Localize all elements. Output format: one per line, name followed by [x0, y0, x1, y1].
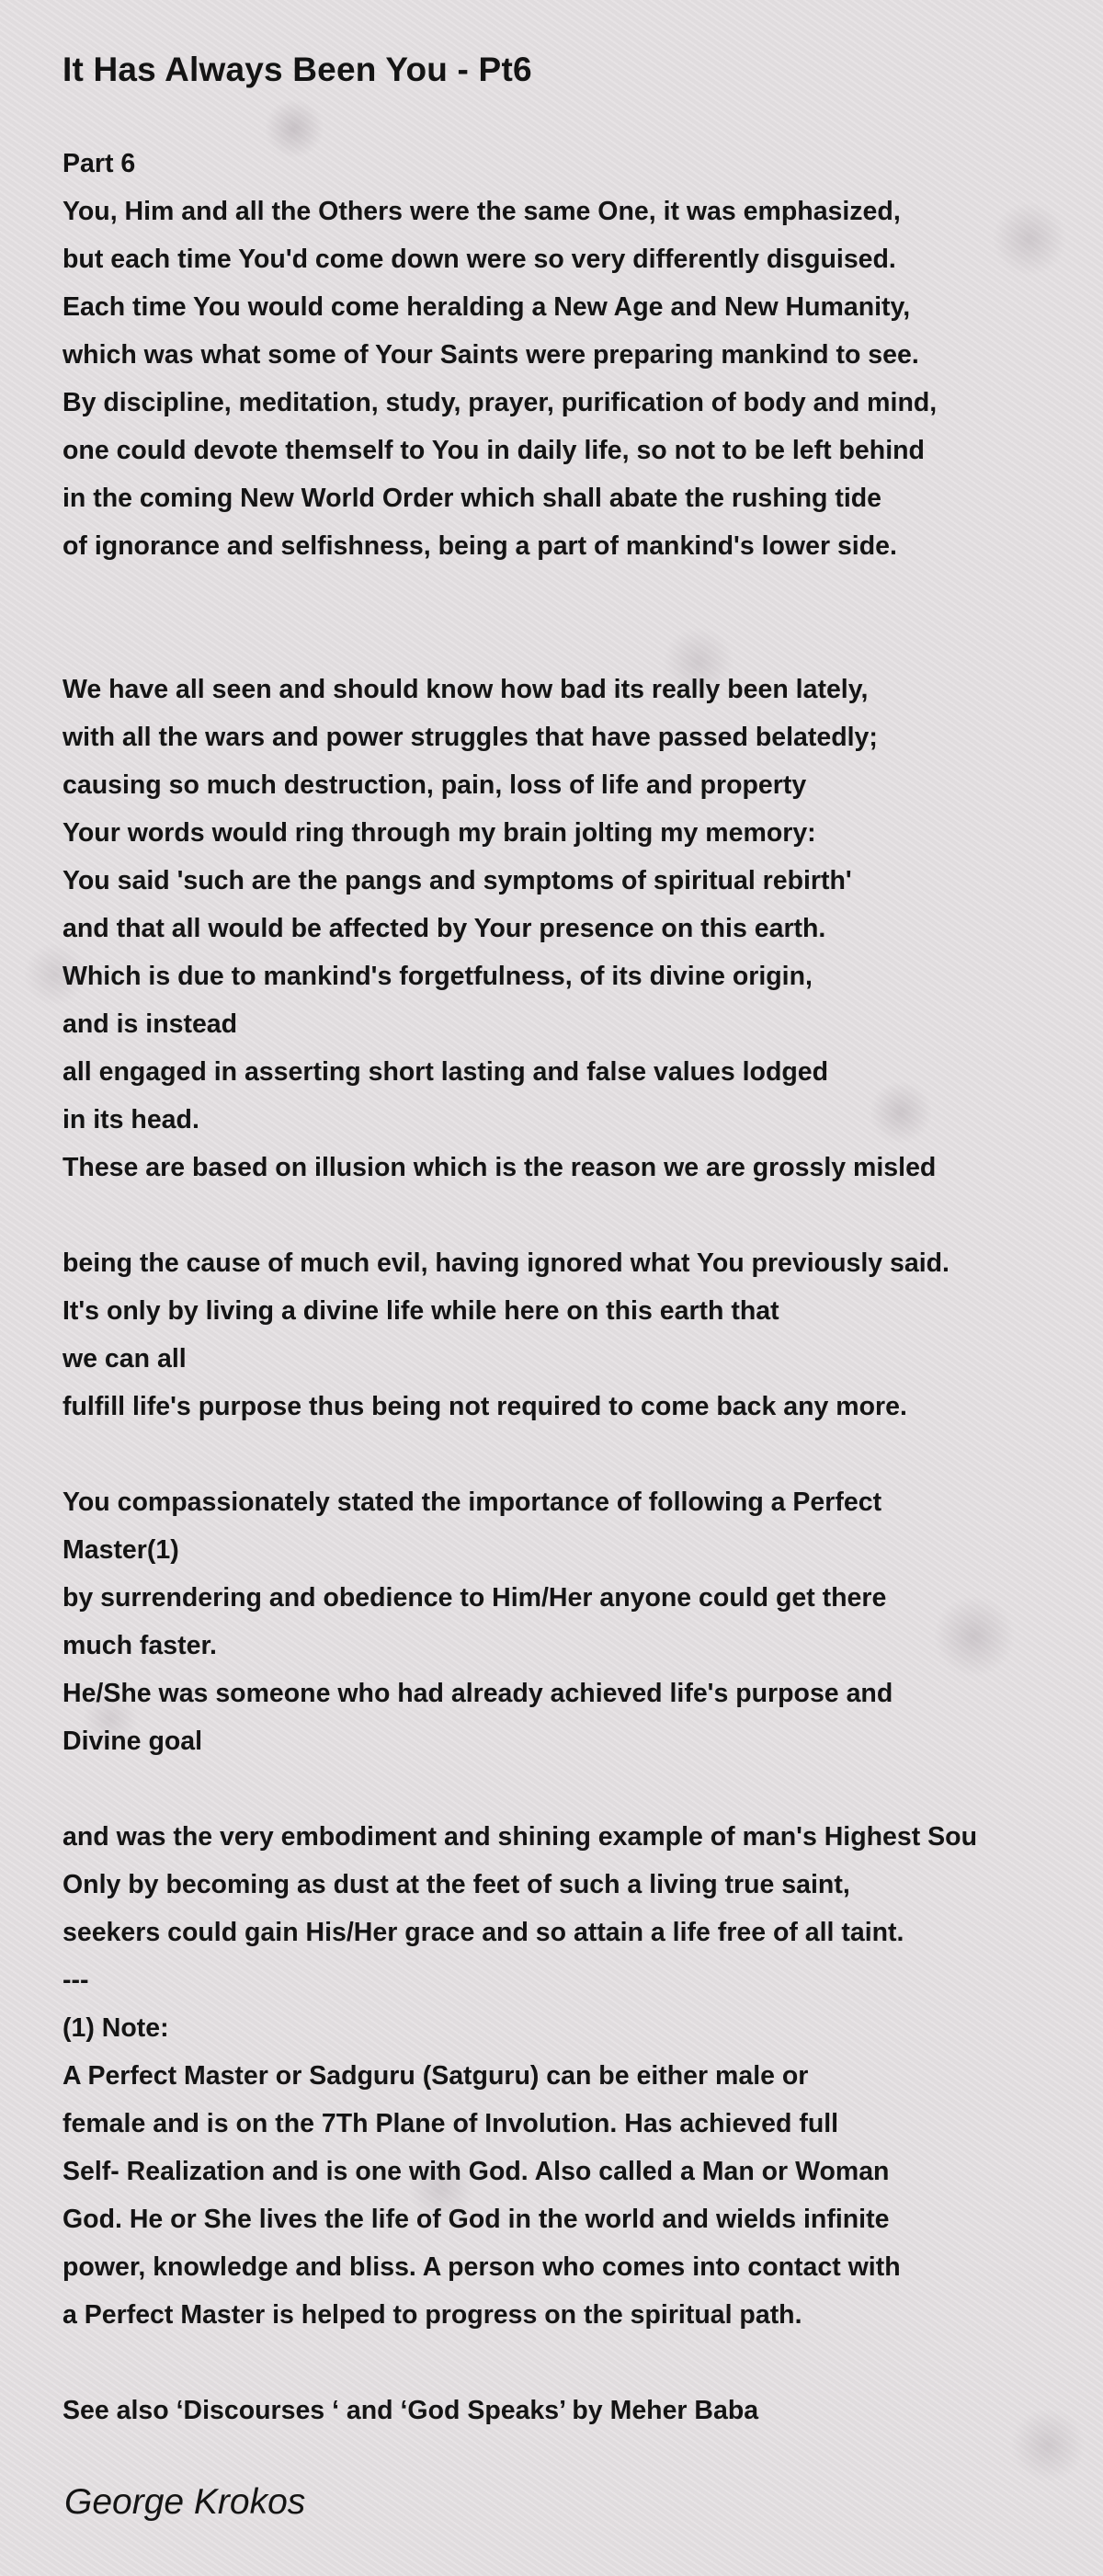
poem-line: in the coming New World Order which shall abate the rushing tide	[63, 484, 882, 513]
poem-title: It Has Always Been You - Pt6	[63, 51, 532, 88]
poem-line: one could devote themself to You in daily life, so not to be left behind	[63, 436, 925, 465]
poem-line: causing so much destruction, pain, loss of life and property	[63, 770, 807, 800]
poem-line: You said 'such are the pangs and symptoms of spiritual rebirth'	[63, 866, 852, 895]
poem-line: being the cause of much evil, having ignored what You previously said.	[63, 1248, 949, 1278]
poem-blank-line	[63, 1430, 1103, 1478]
poem-blank-line	[63, 1191, 1103, 1239]
poem-line: much faster.	[63, 1631, 217, 1660]
poem-line: and was the very embodiment and shining example of man's Highest Sou	[63, 1822, 977, 1852]
poem-line: You, Him and all the Others were the same One, it was emphasized,	[63, 197, 901, 226]
poem-line: Your words would ring through my brain jolting my memory:	[63, 818, 816, 848]
poem-line: Only by becoming as dust at the feet of such a living true saint,	[63, 1870, 850, 1899]
poem-blank-line	[63, 2339, 1103, 2387]
poem-line: (1) Note:	[63, 2013, 169, 2043]
poem-blank-line	[63, 618, 1103, 666]
poem-line: Which is due to mankind's forgetfulness, of its divine origin,	[63, 962, 813, 991]
poem-line: we can all	[63, 1344, 187, 1373]
poem-line: all engaged in asserting short lasting and false values lodged	[63, 1057, 829, 1087]
poem-blank-line	[63, 1765, 1103, 1813]
poem-line: fulfill life's purpose thus being not required to come back any more.	[63, 1392, 907, 1421]
poem-line: God. He or She lives the life of God in the world and wields infinite	[63, 2205, 890, 2234]
poem-line: See also ‘Discourses ‘ and ‘God Speaks’ by Meher Baba	[63, 2396, 759, 2425]
poem-line: You compassionately stated the importance of following a Perfect	[63, 1487, 882, 1517]
poem-line: a Perfect Master is helped to progress on the spiritual path.	[63, 2300, 802, 2330]
poem-body	[63, 140, 1103, 2434]
poem-line: of ignorance and selfishness, being a part of mankind's lower side.	[63, 531, 897, 561]
poem-line: A Perfect Master or Sadguru (Satguru) can be either male or	[63, 2061, 809, 2091]
poem-line: by surrendering and obedience to Him/Her anyone could get there	[63, 1583, 887, 1613]
poem-author: George Krokos	[64, 2482, 306, 2522]
poem-line: female and is on the 7Th Plane of Involution. Has achieved full	[63, 2109, 839, 2138]
poem-line: with all the wars and power struggles that have passed belatedly;	[63, 723, 878, 752]
poem-line: Divine goal	[63, 1727, 203, 1756]
poem-line: It's only by living a divine life while here on this earth that	[63, 1296, 779, 1326]
poem-line: Part 6	[63, 149, 136, 178]
poem-line: We have all seen and should know how bad its really been lately,	[63, 675, 869, 704]
poem-blank-line	[63, 570, 1103, 618]
poem-line: Self- Realization and is one with God. Also called a Man or Woman	[63, 2157, 890, 2186]
poem-line: which was what some of Your Saints were preparing mankind to see.	[63, 340, 919, 370]
poem-line: power, knowledge and bliss. A person who comes into contact with	[63, 2252, 901, 2282]
poem-line: By discipline, meditation, study, prayer, purification of body and mind,	[63, 388, 938, 417]
poem-line: seekers could gain His/Her grace and so attain a life free of all taint.	[63, 1918, 904, 1947]
poem-line: ---	[63, 1966, 89, 1995]
poem-line: and that all would be affected by Your presence on this earth.	[63, 914, 826, 943]
poem-line: and is instead	[63, 1009, 238, 1039]
poem-line: He/She was someone who had already achieved life's purpose and	[63, 1679, 893, 1708]
poem-line: but each time You'd come down were so very differently disguised.	[63, 245, 896, 274]
poem-line: Each time You would come heralding a New Age and New Humanity,	[63, 292, 911, 322]
poem-line: Master(1)	[63, 1535, 179, 1565]
poem-line: in its head.	[63, 1105, 199, 1134]
poem-line: These are based on illusion which is the reason we are grossly misled	[63, 1153, 937, 1182]
